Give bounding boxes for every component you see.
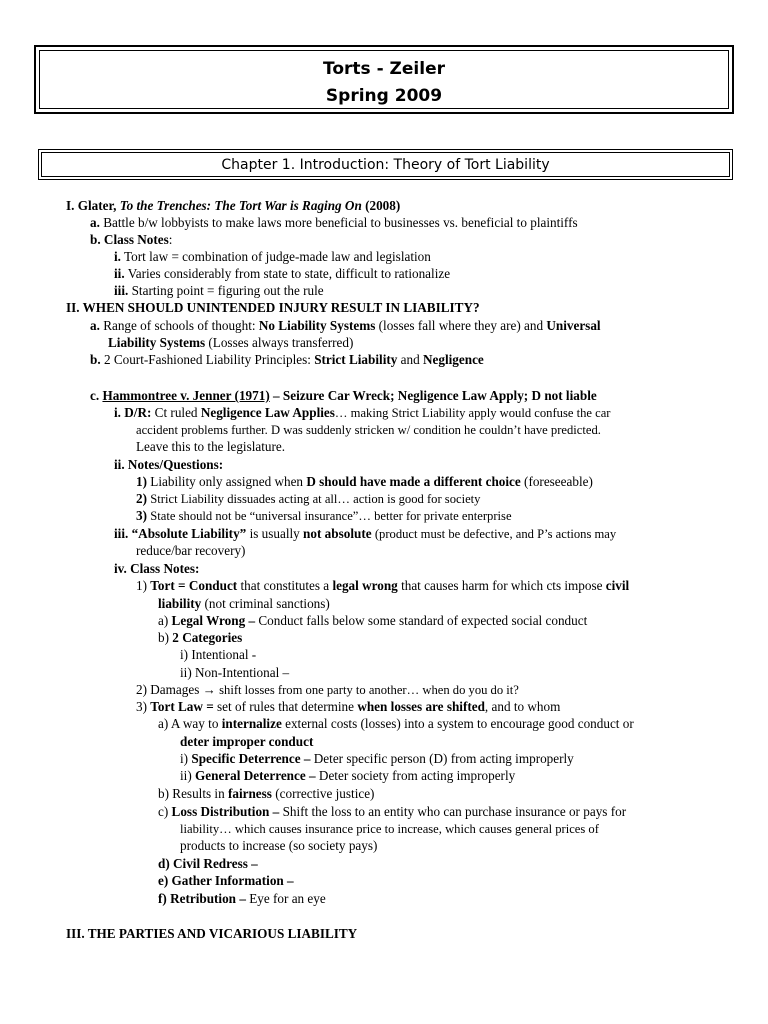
class-note-1: 1) Tort = Conduct that constitutes a legal wrong that causes harm for which cts impose civil [136,578,630,593]
case-name: Hammontree v. Jenner (1971) [102,388,270,403]
section-2-heading: II. WHEN SHOULD UNINTENDED INJURY RESULT IN LIABILITY? [66,300,480,315]
section-1-item-b-i: i. Tort law = combination of judge-made law and legislation [114,249,431,264]
class-note-1b-ii: ii) Non-Intentional – [180,665,290,680]
document-title-box [34,45,734,114]
class-note-2: 2) Damages → shift losses from one party to another… when do you do it? [136,682,519,697]
class-note-3c-line3: products to increase (so society pays) [180,838,378,853]
class-note-1-cont: liability (not criminal sanctions) [158,596,330,611]
notes-questions-heading: ii. Notes/Questions: [114,457,224,472]
class-note-3d: d) Civil Redress – [158,856,258,871]
document-term: Spring 2009 [325,86,443,106]
section-1-heading: I. Glater, To the Trenches: The Tort War is Raging On (2008) [66,198,401,213]
class-note-3: 3) Tort Law = set of rules that determine when losses are shifted, and to whom [136,699,561,714]
section-3-heading: III. THE PARTIES AND VICARIOUS LIABILITY [66,926,358,941]
case-decision-rule-line3: Leave this to the legislature. [136,439,286,454]
absolute-liability-note-cont: reduce/bar recovery) [136,543,246,558]
case-heading: c. Hammontree v. Jenner (1971) – Seizure Car Wreck; Negligence Law Apply; D not liable [90,388,597,403]
class-note-3b: b) Results in fairness (corrective justice) [158,786,375,801]
case-decision-rule: i. D/R: Ct ruled Negligence Law Applies… making Strict Liability apply would confuse the car [114,405,611,420]
section-2-item-a-cont: Liability Systems (Losses always transferred) [108,335,354,350]
class-note-1a: a) Legal Wrong – Conduct falls below some standard of expected social conduct [158,613,588,628]
class-note-3a-i: i) Specific Deterrence – Deter specific person (D) from acting improperly [180,751,574,766]
class-note-3a-ii: ii) General Deterrence – Deter society from acting improperly [180,768,516,783]
class-note-3f: f) Retribution – Eye for an eye [158,891,326,906]
title-box-inner-border [39,50,729,109]
note-3: 3) State should not be “universal insurance”… better for private enterprise [136,508,512,523]
document-title: Torts - Zeiler [323,59,445,79]
class-note-3c-line2: liability… which causes insurance price to increase, which causes general prices of [180,822,599,836]
class-note-1b: b) 2 Categories [158,630,243,645]
case-decision-rule-line2: accident problems further. D was suddenly stricken w/ condition he couldn’t have predicted. [136,423,601,437]
note-1: 1) Liability only assigned when D should have made a different choice (foreseeable) [136,474,593,489]
note-2: 2) Strict Liability dissuades acting at all… action is good for society [136,491,481,506]
arrow-right-icon: → [202,682,216,697]
class-notes-heading: iv. Class Notes: [114,561,200,576]
class-note-3a: a) A way to internalize external costs (losses) into a system to encourage good conduct or [158,716,634,731]
chapter-title-box [38,149,733,180]
absolute-liability-note: iii. “Absolute Liability” is usually not absolute (product must be defective, and P’s actions may [114,526,617,541]
section-1-item-b-iii: iii. Starting point = figuring out the rule [114,283,324,298]
class-note-3e: e) Gather Information – [158,873,294,888]
section-2-item-b: b. 2 Court-Fashioned Liability Principles: Strict Liability and Negligence [90,352,484,367]
section-1-item-a: a. Battle b/w lobbyists to make laws more beneficial to businesses vs. beneficial to plaintiffs [90,215,578,230]
class-note-3a-cont: deter improper conduct [180,734,314,749]
section-1-item-b-ii: ii. Varies considerably from state to state, difficult to rationalize [114,266,451,281]
class-note-1b-i: i) Intentional - [180,647,257,662]
chapter-title: Chapter 1. Introduction: Theory of Tort Liability [41,152,730,177]
class-note-3c: c) Loss Distribution – Shift the loss to an entity who can purchase insurance or pays for [158,804,627,819]
section-2-item-a: a. Range of schools of thought: No Liability Systems (losses fall where they are) and Universal [90,318,601,333]
section-1-item-b: b. Class Notes: [90,232,173,247]
